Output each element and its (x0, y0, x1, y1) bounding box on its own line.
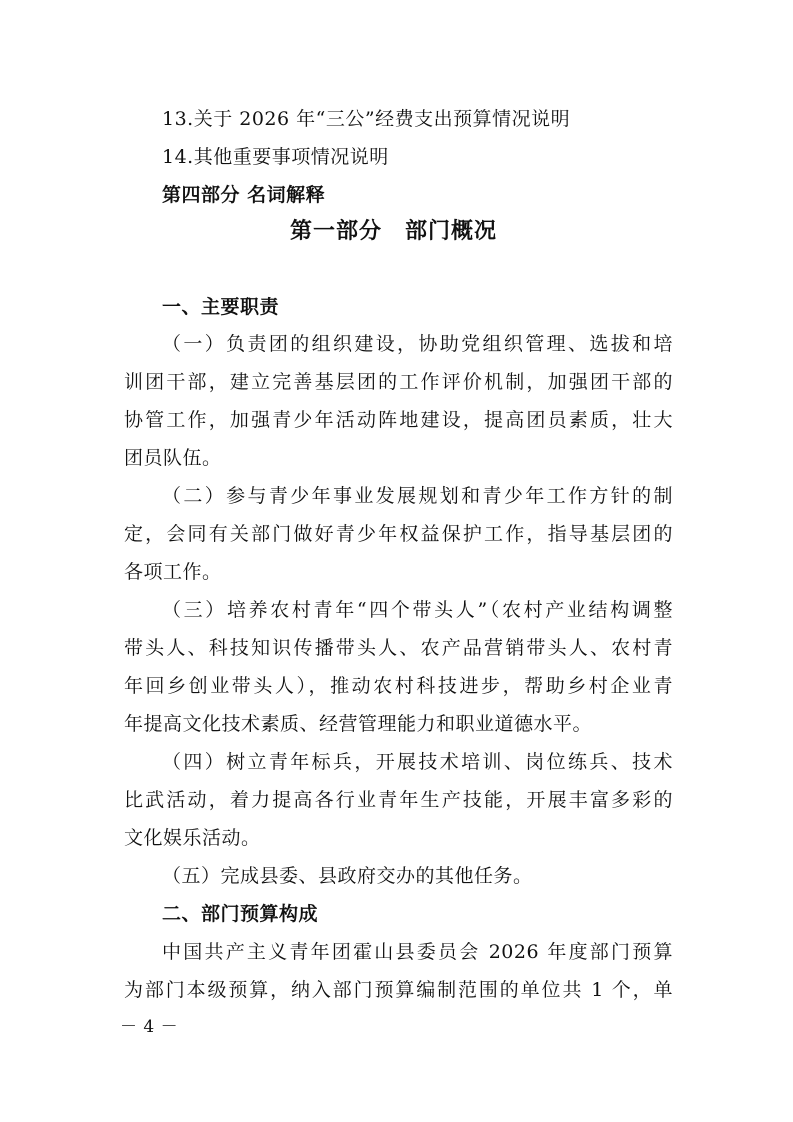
duty-3-line-2: 带头人、科技知识传播带头人、农产品营销带头人、农村青 (124, 637, 673, 659)
toc-item-14: 14.其他重要事项情况说明 (162, 146, 389, 168)
duty-1-line-2: 训团干部，建立完善基层团的工作评价机制，加强团干部的 (124, 371, 673, 393)
duty-2-line-3: 各项工作。 (124, 561, 222, 583)
budget-line-2: 为部门本级预算，纳入部门预算编制范围的单位共 1 个，单 (124, 979, 673, 1001)
budget-heading: 二、部门预算构成 (162, 903, 319, 925)
duty-4-line-2: 比武活动，着力提高各行业青年生产技能，开展丰富多彩的 (124, 789, 673, 811)
duty-4-line-3: 文化娱乐活动。 (124, 827, 261, 849)
budget-line-1: 中国共产主义青年团霍山县委员会 2026 年度部门预算 (162, 941, 673, 963)
duty-1-line-1: （一）负责团的组织建设，协助党组织管理、选拔和培 (162, 333, 673, 355)
page-number: － 4 － (120, 1017, 179, 1037)
duty-1-line-4: 团员队伍。 (124, 447, 222, 469)
toc-part-4: 第四部分 名词解释 (162, 184, 326, 206)
duty-1-line-3: 协管工作，加强青少年活动阵地建设，提高团员素质，壮大 (124, 409, 673, 431)
duties-heading: 一、主要职责 (162, 296, 280, 318)
section-title: 第一部分 部门概况 (290, 219, 498, 244)
duty-3-line-4: 年提高文化技术素质、经营管理能力和职业道德水平。 (124, 713, 593, 735)
duty-4-line-1: （四）树立青年标兵，开展技术培训、岗位练兵、技术 (162, 751, 673, 773)
duty-2-line-1: （二）参与青少年事业发展规划和青少年工作方针的制 (162, 485, 673, 507)
toc-item-13: 13.关于 2026 年“三公”经费支出预算情况说明 (162, 108, 571, 130)
duty-3-line-1: （三）培养农村青年“四个带头人”（农村产业结构调整 (162, 599, 673, 621)
duty-5-line-1: （五）完成县委、县政府交办的其他任务。 (162, 865, 533, 887)
duty-2-line-2: 定，会同有关部门做好青少年权益保护工作，指导基层团的 (124, 523, 673, 545)
duty-3-line-3: 年回乡创业带头人），推动农村科技进步，帮助乡村企业青 (124, 675, 673, 697)
